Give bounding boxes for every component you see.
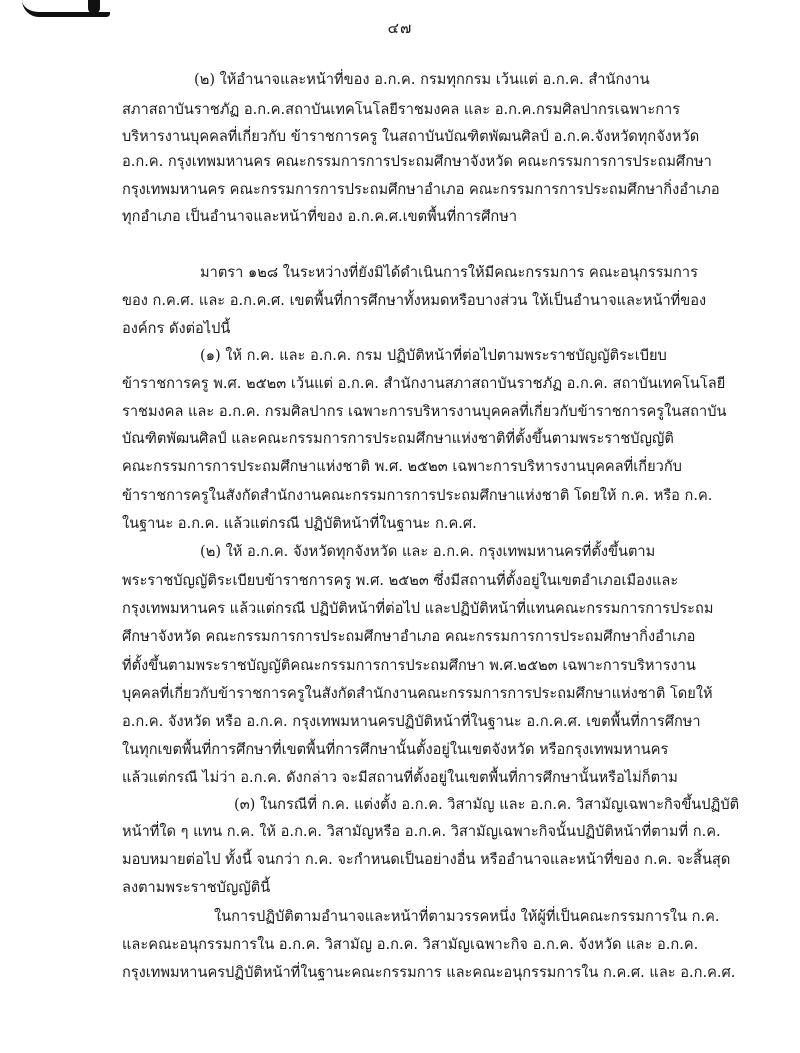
text-line: ศึกษาจังหวัด คณะกรรมการการประถมศึกษาอำเภอ คณะกรรมการการประถมศึกษากิ่งอำเภอ bbox=[122, 628, 696, 645]
text-line: อ.ก.ค. จังหวัด หรือ อ.ก.ค. กรุงเทพมหานครปฏิบัติหน้าที่ในฐานะ อ.ก.ค.ศ. เขตพื้นที่การศึกษา bbox=[122, 713, 701, 730]
text-line: แล้วแต่กรณี ไม่ว่า อ.ก.ค. ดังกล่าว จะมีสถานที่ตั้งอยู่ในเขตพื้นที่การศึกษานั้นหรือไม่ก็ตาม bbox=[122, 769, 678, 786]
text-line: คณะกรรมการการประถมศึกษาแห่งชาติ พ.ศ. ๒๕๒๓ เฉพาะการบริหารงานบุคคลที่เกี่ยวกับ bbox=[122, 458, 682, 475]
text-line: พระราชบัญญัติระเบียบข้าราชการครู พ.ศ. ๒๕๒๓ ซึ่งมีสถานที่ตั้งอยู่ในเขตอำเภอเมืองและ bbox=[122, 572, 679, 589]
page-number: ๔๗ bbox=[387, 19, 413, 37]
text-line: กรุงเทพมหานครปฏิบัติหน้าที่ในฐานะคณะกรรมการ และคณะอนุกรรมการใน ก.ค.ศ. และ อ.ก.ค.ศ. bbox=[122, 964, 736, 981]
text-line: บุคคลที่เกี่ยวกับข้าราชการครูในสังกัดสำนักงานคณะกรรมการการประถมศึกษาแห่งชาติ โดยให้ bbox=[122, 685, 713, 702]
text-line: บัณฑิตพัฒนศิลป์ และคณะกรรมการการประถมศึกษาแห่งชาติที่ตั้งขึ้นตามพระราชบัญญัติ bbox=[122, 430, 674, 447]
text-line: ลงตามพระราชบัญญัตินี้ bbox=[122, 879, 271, 896]
text-line: อ.ก.ค. กรุงเทพมหานคร คณะกรรมการการประถมศึกษาจังหวัด คณะกรรมการการประถมศึกษา bbox=[122, 153, 712, 170]
text-line: องค์กร ดังต่อไปนี้ bbox=[122, 320, 231, 337]
text-line: ทุกอำเภอ เป็นอำนาจและหน้าที่ของ อ.ก.ค.ศ.เขตพื้นที่การศึกษา bbox=[122, 208, 518, 225]
text-line: (๓) ในกรณีที่ ก.ค. แต่งตั้ง อ.ก.ค. วิสามัญ และ อ.ก.ค. วิสามัญเฉพาะกิจขึ้นปฏิบัติ bbox=[234, 796, 740, 813]
text-line: ข้าราชการครู พ.ศ. ๒๕๒๓ เว้นแต่ อ.ก.ค. สำนักงานสภาสถาบันราชภัฏ อ.ก.ค. สถาบันเทคโนโลยี bbox=[122, 375, 726, 392]
text-line: หน้าที่ใด ๆ แทน ก.ค. ให้ อ.ก.ค. วิสามัญหรือ อ.ก.ค. วิสามัญเฉพาะกิจนั้นปฏิบัติหน้าที่ตามที่ ก.ค. bbox=[122, 823, 721, 840]
text-line: (๑) ให้ ก.ค. และ อ.ก.ค. กรม ปฏิบัติหน้าที่ต่อไปตามพระราชบัญญัติระเบียบ bbox=[200, 347, 667, 364]
text-line: ที่ตั้งขึ้นตามพระราชบัญญัติคณะกรรมการการประถมศึกษา พ.ศ.๒๕๒๓ เฉพาะการบริหารงาน bbox=[122, 657, 696, 674]
text-line: กรุงเทพมหานคร แล้วแต่กรณี ปฏิบัติหน้าที่ต่อไป และปฏิบัติหน้าที่แทนคณะกรรมการการประถม bbox=[122, 600, 714, 617]
text-line: ราชมงคล และ อ.ก.ค. กรมศิลปากร เฉพาะการบริหารงานบุคคลที่เกี่ยวกับข้าราชการครูในสถาบัน bbox=[122, 403, 727, 420]
scan-corner-mark bbox=[22, 0, 110, 17]
text-line: ในการปฏิบัติตามอำนาจและหน้าที่ตามวรรคหนึ่ง ให้ผู้ที่เป็นคณะกรรมการใน ก.ค. bbox=[214, 908, 720, 925]
text-line: มาตรา ๑๒๘ ในระหว่างที่ยังมิได้ดำเนินการให้มีคณะกรรมการ คณะอนุกรรมการ bbox=[200, 264, 698, 281]
text-line: ในทุกเขตพื้นที่การศึกษาที่เขตพื้นที่การศึกษานั้นตั้งอยู่ในเขตจังหวัด หรือกรุงเทพมหานคร bbox=[122, 741, 669, 758]
text-line: ในฐานะ อ.ก.ค. แล้วแต่กรณี ปฏิบัติหน้าที่ในฐานะ ก.ค.ศ. bbox=[122, 515, 477, 532]
text-line: มอบหมายต่อไป ทั้งนี้ จนกว่า ก.ค. จะกำหนดเป็นอย่างอื่น หรืออำนาจและหน้าที่ของ ก.ค. จะสิ้นสุด bbox=[122, 851, 731, 868]
text-line: ข้าราชการครูในสังกัดสำนักงานคณะกรรมการการประถมศึกษาแห่งชาติ โดยให้ ก.ค. หรือ ก.ค. bbox=[122, 487, 713, 504]
text-line: (๒) ให้อำนาจและหน้าที่ของ อ.ก.ค. กรมทุกกรม เว้นแต่ อ.ก.ค. สำนักงาน bbox=[194, 71, 650, 88]
text-line: บริหารงานบุคคลที่เกี่ยวกับ ข้าราชการครู ในสถาบันบัณฑิตพัฒนศิลป์ อ.ก.ค.จังหวัดทุกจังหวัด bbox=[122, 128, 700, 145]
text-line: กรุงเทพมหานคร คณะกรรมการการประถมศึกษาอำเภอ คณะกรรมการการประถมศึกษากิ่งอำเภอ bbox=[122, 181, 720, 198]
text-line: สภาสถาบันราชภัฏ อ.ก.ค.สถาบันเทคโนโลยีราชมงคล และ อ.ก.ค.กรมศิลปากรเฉพาะการ bbox=[122, 101, 681, 118]
text-line: ของ ก.ค.ศ. และ อ.ก.ค.ศ. เขตพื้นที่การศึกษาทั้งหมดหรือบางส่วน ให้เป็นอำนาจและหน้าที่ของ bbox=[122, 292, 707, 309]
text-line: (๒) ให้ อ.ก.ค. จังหวัดทุกจังหวัด และ อ.ก.ค. กรุงเทพมหานครที่ตั้งขึ้นตาม bbox=[200, 543, 656, 560]
text-line: และคณะอนุกรรมการใน อ.ก.ค. วิสามัญ อ.ก.ค. วิสามัญเฉพาะกิจ อ.ก.ค. จังหวัด และ อ.ก.ค. bbox=[122, 936, 699, 953]
